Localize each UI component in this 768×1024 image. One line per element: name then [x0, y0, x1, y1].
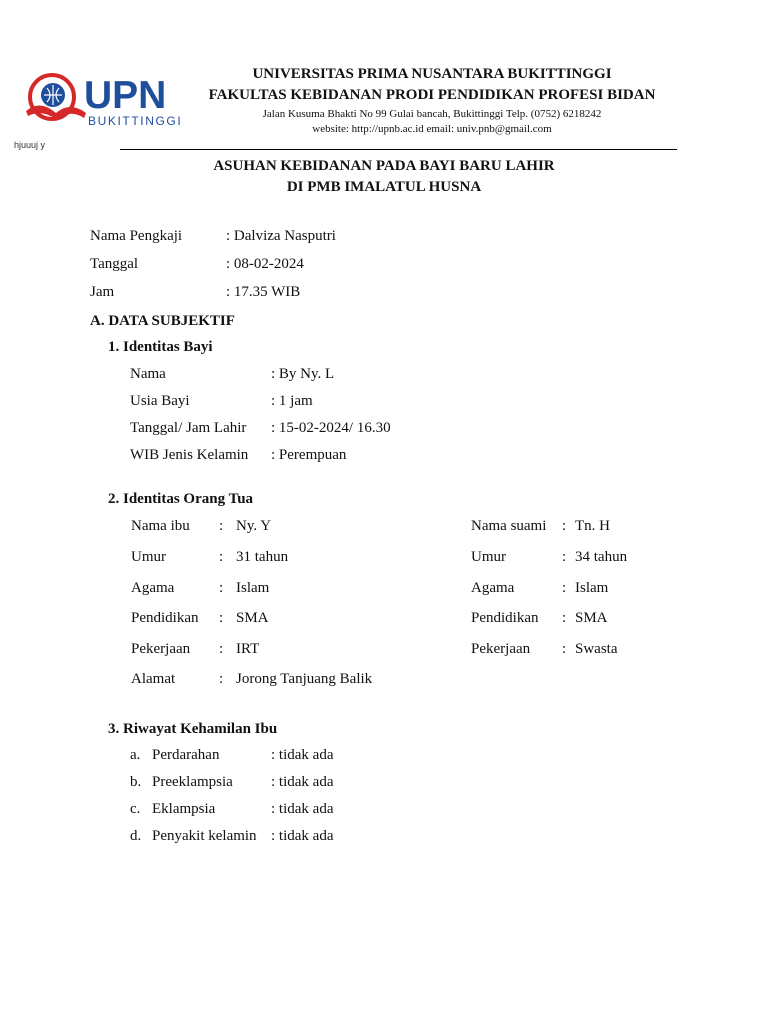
bleeding-value: : tidak ada — [271, 747, 334, 763]
eclampsia-label: Eklampsia — [152, 801, 216, 817]
father-age-colon: : — [562, 549, 567, 565]
eclampsia-value: : tidak ada — [271, 801, 334, 817]
father-education-value: SMA — [575, 610, 608, 626]
assessor-name-label: Nama Pengkaji — [90, 228, 183, 244]
baby-name-value: : By Ny. L — [271, 366, 335, 382]
mother-education-value: SMA — [236, 610, 269, 626]
mother-occupation-label: Pekerjaan — [131, 641, 191, 657]
stray-note: hjuuuj y — [14, 140, 46, 150]
logo-subtext: BUKITTINGGI — [88, 114, 183, 128]
mother-address-label: Alamat — [131, 671, 176, 687]
baby-sex-label: WIB Jenis Kelamin — [130, 447, 249, 463]
baby-name-label: Nama — [130, 366, 166, 382]
pregnancy-history-heading: 3. Riwayat Kehamilan Ibu — [108, 721, 278, 737]
father-religion-value: Islam — [575, 580, 609, 596]
mother-name-label: Nama ibu — [131, 518, 190, 534]
mother-name-colon: : — [219, 518, 224, 534]
venereal-disease-value: : tidak ada — [271, 828, 334, 844]
history-item-letter: c. — [130, 801, 141, 817]
parent-identity-heading: 2. Identitas Orang Tua — [108, 491, 254, 507]
assessment-time-label: Jam — [90, 284, 115, 300]
institution-name: UNIVERSITAS PRIMA NUSANTARA BUKITTINGGI — [252, 66, 612, 82]
header-divider — [120, 149, 677, 150]
father-education-label: Pendidikan — [471, 610, 539, 626]
baby-sex-value: : Perempuan — [271, 447, 347, 463]
mother-education-colon: : — [219, 610, 224, 626]
baby-birth-datetime-label: Tanggal/ Jam Lahir — [130, 420, 247, 436]
father-name-label: Nama suami — [471, 518, 547, 534]
document-title-line1: ASUHAN KEBIDANAN PADA BAYI BARU LAHIR — [213, 158, 555, 174]
institution-address: Jalan Kusuma Bhakti No 99 Gulai bancah, Bukittinggi Telp. (0752) 6218242 — [262, 108, 602, 120]
assessment-time-value: : 17.35 WIB — [226, 284, 301, 300]
baby-birth-datetime-value: : 15-02-2024/ 16.30 — [271, 420, 391, 436]
mother-religion-value: Islam — [236, 580, 270, 596]
preeclampsia-label: Preeklampsia — [152, 774, 233, 790]
mother-age-value: 31 tahun — [236, 549, 289, 565]
mother-religion-colon: : — [219, 580, 224, 596]
baby-identity-heading: 1. Identitas Bayi — [108, 339, 213, 355]
preeclampsia-value: : tidak ada — [271, 774, 334, 790]
document-title-line2: DI PMB IMALATUL HUSNA — [286, 179, 482, 195]
globe-emblem-icon — [26, 75, 86, 119]
mother-education-label: Pendidikan — [131, 610, 199, 626]
bleeding-label: Perdarahan — [152, 747, 220, 763]
father-religion-colon: : — [562, 580, 567, 596]
assessment-date-value: : 08-02-2024 — [226, 256, 304, 272]
mother-address-colon: : — [219, 671, 224, 687]
history-item-letter: b. — [130, 774, 142, 790]
mother-occupation-colon: : — [219, 641, 224, 657]
faculty-name: FAKULTAS KEBIDANAN PRODI PENDIDIKAN PROFESI BIDAN — [208, 87, 656, 103]
mother-name-value: Ny. Y — [236, 518, 272, 534]
baby-age-label: Usia Bayi — [130, 393, 190, 409]
baby-age-value: : 1 jam — [271, 393, 313, 409]
venereal-disease-label: Penyakit kelamin — [152, 828, 257, 844]
history-item-letter: a. — [130, 747, 141, 763]
mother-address-value: Jorong Tanjuang Balik — [236, 671, 373, 687]
mother-age-colon: : — [219, 549, 224, 565]
mother-age-label: Umur — [131, 549, 166, 565]
upn-logo — [18, 68, 190, 134]
father-age-label: Umur — [471, 549, 506, 565]
father-occupation-colon: : — [562, 641, 567, 657]
father-age-value: 34 tahun — [575, 549, 628, 565]
father-name-value: Tn. H — [575, 518, 610, 534]
mother-religion-label: Agama — [131, 580, 175, 596]
father-education-colon: : — [562, 610, 567, 626]
father-occupation-label: Pekerjaan — [471, 641, 531, 657]
history-item-letter: d. — [130, 828, 142, 844]
institution-contact: website: http://upnb.ac.id email: univ.pnb@gmail.com — [312, 123, 552, 135]
mother-occupation-value: IRT — [236, 641, 260, 657]
assessor-name-value: : Dalviza Nasputri — [226, 228, 336, 244]
assessment-date-label: Tanggal — [90, 256, 139, 272]
father-religion-label: Agama — [471, 580, 515, 596]
father-name-colon: : — [562, 518, 567, 534]
section-a-heading: A. DATA SUBJEKTIF — [90, 313, 235, 329]
father-occupation-value: Swasta — [575, 641, 618, 657]
logo-text: UPN — [84, 74, 167, 117]
